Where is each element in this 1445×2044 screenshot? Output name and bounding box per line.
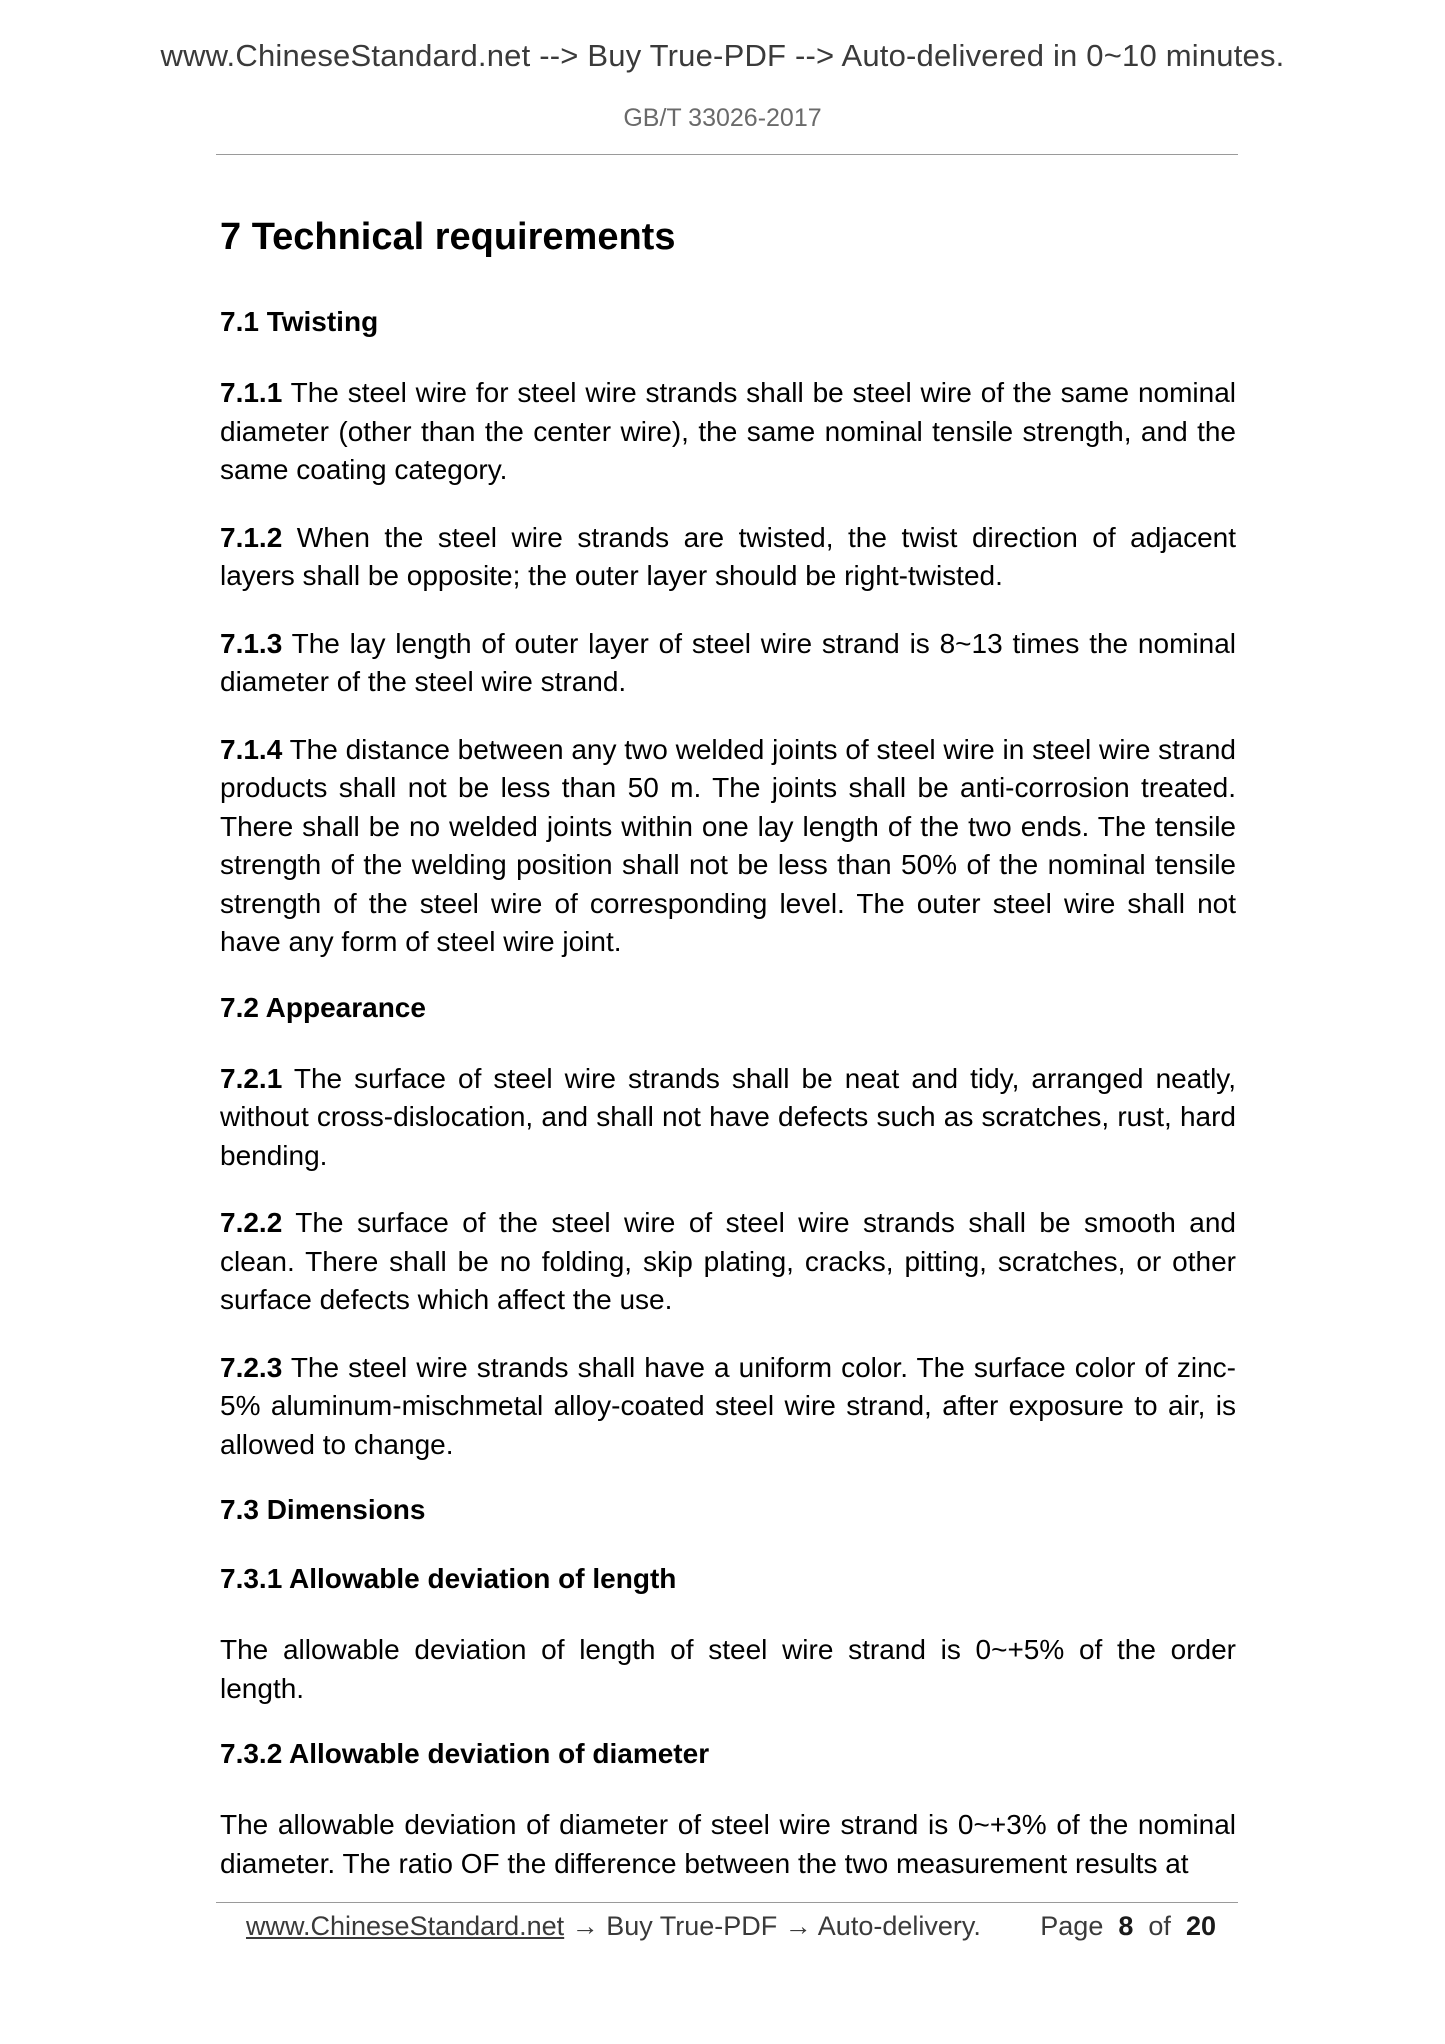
clause-number: 7.1.3 — [220, 627, 283, 659]
clause-7-3-1-text: The allowable deviation of length of steel wire strand is 0~+5% of the order length. — [220, 1634, 1236, 1704]
clause-text: The surface of steel wire strands shall be neat and tidy, arranged neatly, without cross-dislocation, and shall not have defects such as scratches, rust, hard bending. — [220, 1062, 1236, 1171]
clause-7-2-3 — [220, 1349, 1236, 1465]
clause-7-1-2 — [220, 519, 1236, 596]
clause-number: 7.2.3 — [220, 1351, 283, 1383]
clause-text: The lay length of outer layer of steel wire strand is 8~13 times the nominal diameter of the steel wire strand. — [220, 627, 1236, 697]
clause-number: 7.1.4 — [220, 733, 283, 765]
page-footer — [246, 1908, 1216, 1944]
clause-7-2-1 — [220, 1060, 1236, 1176]
page-content — [220, 214, 1236, 1912]
footer-site-link[interactable]: www.ChineseStandard.net — [246, 1911, 565, 1941]
clause-text: The steel wire for steel wire strands shall be steel wire of the same nominal diameter (other than the center wire), the same nominal tensile strength, and the same coating category. — [220, 377, 1236, 485]
clause-7-2-2 — [220, 1204, 1236, 1320]
page-indicator — [1040, 1908, 1216, 1944]
clause-7-1-4 — [220, 731, 1236, 962]
heading-7-1: 7.1 Twisting — [220, 306, 379, 337]
of-label: of — [1148, 1911, 1171, 1941]
footer-buy-text: Buy True-PDF — [606, 1911, 778, 1941]
header-divider — [216, 154, 1238, 155]
heading-7-3-2: 7.3.2 Allowable deviation of diameter — [220, 1738, 710, 1769]
clause-7-1-1 — [220, 374, 1236, 490]
clause-text: When the steel wire strands are twisted, the twist direction of adjacent layers shall be opposite; the outer layer should be right-twisted. — [220, 521, 1236, 591]
heading-7-2: 7.2 Appearance — [220, 991, 426, 1023]
top-banner: www.ChineseStandard.net --> Buy True-PDF --> Auto-delivered in 0~10 minutes. — [160, 38, 1285, 73]
clause-text: The distance between any two welded joints of steel wire in steel wire strand products shall not be less than 50 m. The joints shall be anti-corrosion treated. There shall be no welded joints within one lay length of the two ends. The tensile strength of the welding position shall not be less than 50% of the nominal tensile strength of the steel wire of corresponding level. The outer steel wire shall not have any form of steel wire joint. — [220, 733, 1236, 957]
clause-number: 7.1.2 — [220, 521, 283, 553]
page-label: Page — [1040, 1911, 1104, 1941]
clause-text: The surface of the steel wire of steel wire strands shall be smooth and clean. There shall be no folding, skip plating, cracks, pitting, scratches, or other surface defects which affect the use. — [220, 1207, 1236, 1315]
page-total: 20 — [1185, 1911, 1216, 1941]
page-current: 8 — [1118, 1911, 1134, 1941]
footer-divider — [216, 1902, 1238, 1903]
clause-number: 7.2.1 — [220, 1062, 283, 1094]
arrow-right-icon: → — [571, 1911, 599, 1941]
heading-7-3-1: 7.3.1 Allowable deviation of length — [220, 1563, 677, 1594]
clause-7-3-2-text: The allowable deviation of diameter of steel wire strand is 0~+3% of the nominal diameter. The ratio OF the difference between the two measurement results at — [220, 1809, 1236, 1879]
clause-7-1-3 — [220, 625, 1236, 702]
document-number: GB/T 33026-2017 — [623, 104, 822, 132]
clause-text: The steel wire strands shall have a uniform color. The surface color of zinc-5% aluminum-mischmetal alloy-coated steel wire strand, after exposure to air, is allowed to change. — [220, 1351, 1236, 1460]
heading-7-3: 7.3 Dimensions — [220, 1494, 426, 1525]
footer-delivery-text: Auto-delivery. — [817, 1911, 981, 1941]
arrow-right-icon: → — [784, 1911, 812, 1941]
clause-number: 7.1.1 — [220, 377, 283, 408]
section-title: 7 Technical requirements — [220, 216, 676, 258]
footer-promo — [246, 1908, 981, 1944]
clause-number: 7.2.2 — [220, 1207, 283, 1238]
